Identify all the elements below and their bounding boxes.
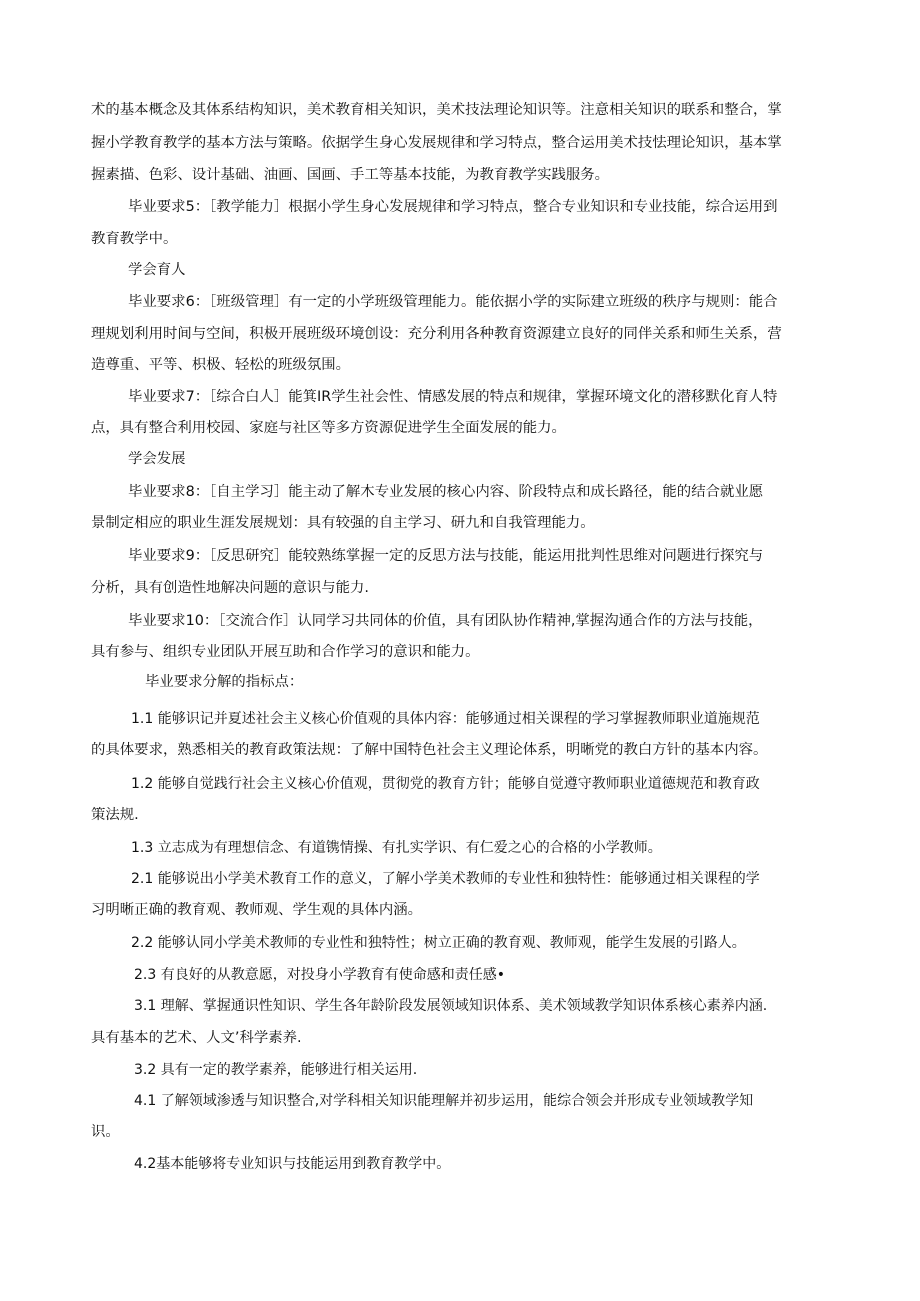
paragraph-line: 分析，具有创造性地解决问题的意识与能力.	[91, 580, 369, 596]
indicator-line: 2.1 能够说出小学美术教育工作的意义，了解小学美术教师的专业性和独特性：能够通过相关课程的学	[131, 871, 760, 887]
paragraph-line: 握素描、色彩、设计基础、油画、国画、手工等基本技能，为教育教学实践服务。	[91, 167, 610, 183]
paragraph-line: 具有基本的艺术、人文’科学素养.	[91, 1030, 302, 1046]
paragraph-line: 识。	[91, 1124, 120, 1140]
indicator-line: 4.2基本能够将专业知识与技能运用到教育教学中。	[134, 1156, 451, 1172]
paragraph-line: 毕业要求8：［自主学习］能主动了解木专业发展的核心内容、阶段特点和成长路径，能的结合就业愿	[128, 484, 764, 500]
indicator-line: 1.3 立志成为有理想信念、有道镌情操、有扎实学识、有仁爱之心的合格的小学教师。	[131, 840, 662, 856]
section-heading: 学会发展	[128, 451, 186, 467]
paragraph-line: 教育教学中。	[91, 231, 178, 247]
section-heading: 学会育人	[128, 262, 186, 278]
paragraph-line: 术的基本概念及其体系结构知识，美术教育相关知识，美术技法理论知识等。注意相关知识的联系和整合，掌	[91, 102, 782, 118]
paragraph-line: 习明晰正确的教育观、教师观、学生观的具体内涵。	[91, 902, 422, 918]
indicator-line: 2.3 有良好的从教意愿，对投身小学教育有使命感和责任感•	[134, 967, 505, 983]
paragraph-line: 理规划利用时间与空间，积极开展班级环境创设：充分利用各种教育资源建立良好的同伴关系和师生关系，营	[91, 326, 782, 342]
paragraph-line: 具有参与、组织专业团队开展互助和合作学习的意识和能力。	[91, 644, 480, 660]
section-heading: 毕业要求分解的指标点：	[145, 674, 304, 690]
indicator-line: 4.1 了解领域渗透与知识整合,对学科相关知识能理解并初步运用，能综合领会并形成专业领域教学知	[134, 1093, 754, 1109]
indicator-line: 2.2 能够认同小学美术教师的专业性和独特性；树立正确的教育观、教师观，能学生发展的引路人。	[131, 935, 746, 951]
paragraph-line: 点，具有整合利用校园、家庭与社区等多方资源促进学生全面发展的能力。	[91, 420, 566, 436]
indicator-line: 3.1 理解、掌握通识性知识、学生各年龄阶段发展领域知识体系、美术领域教学知识体系核心素养内涵.	[134, 998, 768, 1014]
paragraph-line: 毕业要求7：［综合白人］能箕IR学生社会性、情感发展的特点和规律，掌握环境文化的潜移默化育人特	[128, 389, 778, 405]
paragraph-line: 的具体要求，熟悉相关的教育政策法规：了解中国特色社会主义理论体系，明晰党的教白方针的基本内容。	[91, 742, 768, 758]
indicator-line: 3.2 具有一定的教学素养，能够进行相关运用.	[134, 1062, 418, 1078]
indicator-line: 1.1 能够识记并夏述社会主义核心价值观的具体内容：能够通过相关课程的学习掌握教师职业道施规范	[131, 711, 760, 727]
paragraph-line: 毕业要求6：［班级管理］有一定的小学班级管理能力。能依据小学的实际建立班级的秩序与规则：能合	[128, 294, 778, 310]
paragraph-line: 造尊重、平等、枳极、轻松的班级氛围。	[91, 357, 351, 373]
indicator-line: 1.2 能够自觉践行社会主义核心价值观，贯彻党的教育方针；能够自觉遵守教师职业道德规范和教育政	[131, 776, 760, 792]
paragraph-line: 握小学教育教学的基本方法与策略。依据学生身心发展规律和学习特点，整合运用美术技怯理论知识，基本掌	[91, 135, 782, 151]
paragraph-line: 毕业要求9：［反思研究］能较熟练掌握一定的反思方法与技能，能运用批判性思维对问题进行探究与	[128, 548, 764, 564]
paragraph-line: 策法规.	[91, 807, 139, 823]
paragraph-line: 毕业要求10：［交流合作］认同学习共同体的价值，具有团队协作精神,掌握沟通合作的方法与技能，	[128, 613, 763, 629]
paragraph-line: 毕业要求5：［教学能力］根据小学生身心发展规律和学习特点，整合专业知识和专业技能，综合运用到	[128, 199, 778, 215]
paragraph-line: 景制定相应的职业生涯发展规划：具有较强的自主学习、研九和自我管理能力。	[91, 515, 595, 531]
